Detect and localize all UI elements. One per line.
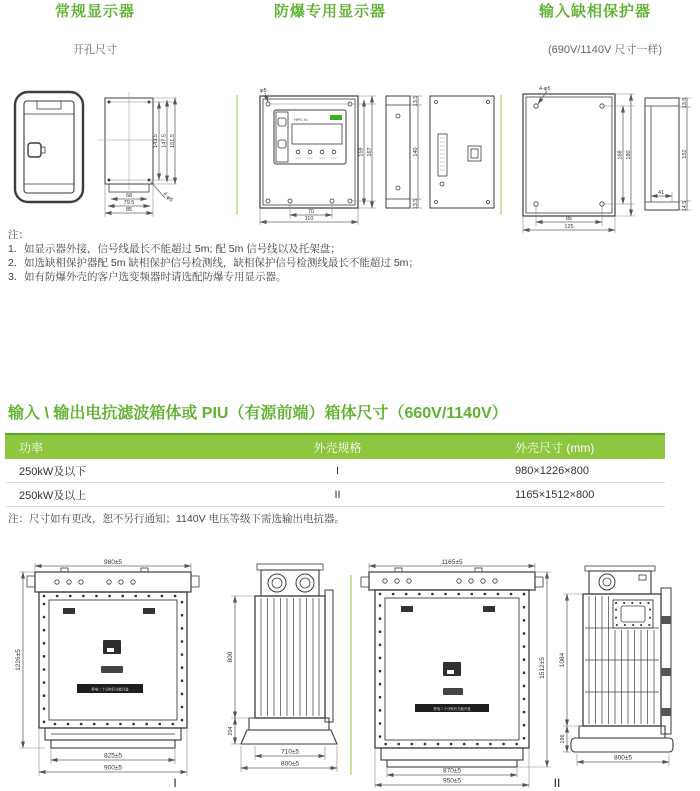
table-row	[5, 483, 665, 507]
dim-label: 1084	[559, 652, 566, 668]
dim-label: 710±5	[280, 748, 300, 756]
spec-label-2: II	[553, 776, 561, 790]
dim-label: 800	[227, 651, 234, 663]
cell-power: 250kW及以上	[19, 489, 87, 502]
subtitle-same-size: (690V/1140V 尺寸一样)	[547, 44, 663, 56]
dim-label: 1512±5	[539, 657, 546, 679]
cell-spec: II	[334, 488, 341, 501]
dim-label: 4-φ5	[539, 86, 551, 92]
note-number: 3.	[8, 271, 17, 283]
dim-label: φ5	[260, 88, 267, 94]
exproof-display-drawing	[252, 84, 497, 226]
col-header-spec: 外壳规格	[313, 440, 362, 455]
dim-label: 1165±5	[441, 559, 463, 566]
dim-label: 143.5	[153, 134, 159, 148]
subtitle-hole-size: 开孔尺寸	[73, 44, 117, 56]
note-number: 1.	[8, 243, 17, 255]
table-header-row	[5, 433, 665, 459]
warning-plate-text: 停电二十分钟后方能开盖	[433, 707, 471, 711]
table-note: 注：尺寸如有更改，恕不另行通知；1140V 电压等级下需选输出电抗器。	[8, 513, 345, 525]
dim-label: 151.5	[170, 134, 176, 148]
notes-label: 注：	[8, 229, 29, 241]
bolt-ring	[44, 596, 182, 724]
dim-label: 70	[307, 209, 315, 215]
dim-label: 180	[626, 150, 632, 160]
dim-label: 13.5	[682, 97, 688, 109]
enclosure-box2-drawing	[355, 556, 698, 791]
dim-label: 870±5	[442, 767, 462, 775]
dim-label: 79.5	[123, 200, 135, 206]
dim-label: 800±5	[280, 760, 300, 768]
divider-vertical	[500, 95, 502, 215]
brand-logo-icon	[330, 115, 342, 120]
dim-label: 85	[125, 207, 133, 213]
divider-vertical	[350, 575, 352, 775]
dim-label: 980±5	[103, 559, 123, 566]
col-header-power: 功率	[19, 440, 44, 455]
dim-label: 900±5	[103, 764, 123, 772]
dim-label: 950±5	[442, 777, 462, 785]
note-item	[8, 270, 568, 284]
dim-label: 147.5	[161, 134, 168, 148]
enclosure-box1-drawing	[3, 556, 348, 791]
notes-block	[8, 228, 568, 284]
spec-label-1: I	[173, 776, 177, 790]
cell-size: 980×1226×800	[515, 464, 590, 477]
cell-spec: I	[335, 464, 340, 477]
dim-label: 68	[125, 193, 133, 199]
dim-label: 196	[560, 734, 566, 744]
warning-plate-text: 停电二十分钟后方能开盖	[91, 687, 129, 692]
dim-label: 1226±5	[15, 649, 22, 671]
dim-label: 13.5	[413, 198, 419, 210]
enclosure-size-table	[5, 433, 665, 507]
note-item	[8, 256, 568, 270]
dim-label: 140	[413, 147, 419, 157]
note-text: 如选缺相保护器配 5m 缺相保护信号检测线，缺相保护信号检测线最长不能超过 5m；	[24, 257, 419, 269]
phase-loss-protector-drawing	[505, 84, 700, 234]
heading-phase-loss-protector: 输入缺相保护器	[538, 3, 651, 20]
dim-label: 167	[367, 147, 373, 157]
heading-exproof-display: 防爆专用显示器	[273, 3, 386, 20]
dim-label: 13.5	[413, 95, 419, 107]
dim-label: 204	[228, 726, 234, 736]
col-header-size: 外壳尺寸 (mm)	[515, 440, 595, 455]
dim-label: 125	[564, 224, 574, 230]
cell-power: 250kW及以下	[19, 465, 87, 478]
cell-size: 1165×1512×800	[515, 488, 595, 501]
section-title: 输入 \ 输出电抗滤波箱体或 PIU（有源前端）箱体尺寸（660V/1140V）	[8, 405, 508, 422]
note-text: 如显示器外接，信号线最长不能超过 5m; 配 5m 信号线以及托架盘；	[24, 243, 341, 255]
model-label: HPV-7x	[294, 117, 308, 122]
dim-label: 110	[304, 216, 314, 222]
table-row	[5, 459, 665, 483]
dim-label: 14.5	[682, 200, 688, 212]
dim-label: 800±5	[613, 754, 633, 762]
dim-label: 168	[617, 150, 624, 160]
dim-label: 825±5	[103, 752, 123, 760]
dim-label: 4-φ5	[161, 191, 174, 204]
dim-label: 152	[682, 149, 688, 159]
dim-label: 41	[657, 190, 665, 196]
note-text: 如有防爆外壳的客户选变频器时请选配防爆专用显示器。	[24, 271, 287, 283]
divider-vertical	[236, 95, 238, 215]
heading-regular-display: 常规显示器	[54, 3, 135, 20]
dim-label: 159	[358, 147, 365, 157]
dim-label: 85	[565, 216, 573, 222]
note-item	[8, 242, 568, 256]
regular-display-drawing	[5, 86, 235, 226]
note-number: 2.	[8, 257, 17, 269]
